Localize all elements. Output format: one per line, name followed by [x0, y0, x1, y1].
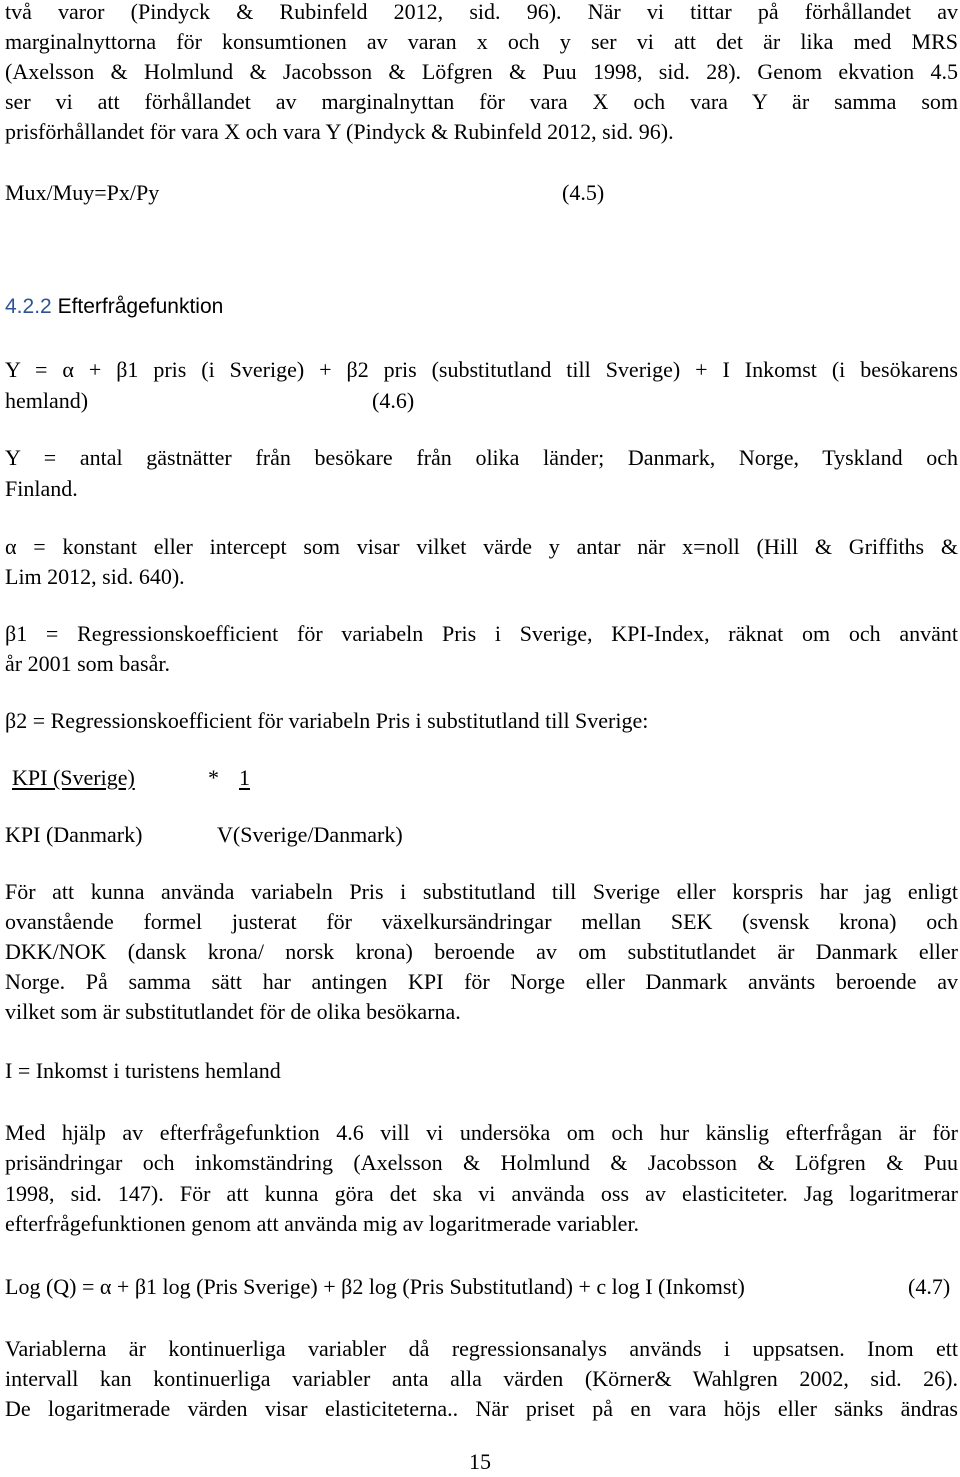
def-alpha-line-2: Lim 2012, sid. 640). [5, 564, 185, 589]
para-pris-line-1: För att kunna använda variabeln Pris i substitutland till Sverige eller korspris har jag enligt [5, 879, 958, 904]
def-y-line-2: Finland. [5, 476, 78, 501]
para-pris-line-4: Norge. På samma sätt har antingen KPI för Norge eller Danmark använts beroende av [5, 969, 958, 994]
para-var-line-1: Variablerna är kontinuerliga variabler då regressionsanalys används i uppsatsen. Inom ett [5, 1336, 958, 1361]
def-beta1-line-1: β1 = Regressionskoefficient för variabeln Pris i Sverige, KPI-Index, räknat om och använt [5, 621, 958, 646]
equation-4-5-formula: Mux/Muy=Px/Py [5, 180, 160, 205]
intro-line-2: marginalnyttorna för konsumtionen av varan x och y ser vi att det är lika med MRS [5, 29, 958, 54]
equation-4-7-number: (4.7) [908, 1274, 951, 1299]
def-beta1-line-2: år 2001 som basår. [5, 651, 170, 676]
def-y-line-1: Y = antal gästnätter från besökare från olika länder; Danmark, Norge, Tyskland och [5, 445, 958, 470]
section-title: Efterfrågefunktion [57, 295, 224, 318]
equation-4-5 [5, 178, 958, 208]
para-help-line-1: Med hjälp av efterfrågefunktion 4.6 vill vi undersöka om och hur känslig efterfrågan är för [5, 1120, 958, 1145]
intro-line-1: två varor (Pindyck & Rubinfeld 2012, sid. 96). När vi tittar på förhållandet av [5, 0, 958, 24]
equation-4-6-line-2 [5, 386, 958, 416]
intro-line-3: (Axelsson & Holmlund & Jacobsson & Löfgren & Puu 1998, sid. 28). Genom ekvation 4.5 [5, 59, 958, 84]
def-i-line-1: I = Inkomst i turistens hemland [5, 1058, 281, 1083]
para-pris-line-3: DKK/NOK (dansk krona/ norsk krona) beroende av om substitutlandet är Danmark eller [5, 939, 958, 964]
para-var-line-3: De logaritmerade värden visar elasticiteterna.. När priset på en vara höjs eller sänks ändras [5, 1396, 958, 1421]
section-number: 4.2.2 [5, 295, 52, 318]
para-help-line-4: efterfrågefunktionen genom att använda mig av logaritmerade variabler. [5, 1211, 640, 1236]
section-heading [5, 292, 958, 322]
para-var-line-2: intervall kan kontinuerliga variabler anta alla värden (Körner& Wahlgren 2002, sid. 26). [5, 1366, 958, 1391]
equation-4-7 [5, 1272, 958, 1302]
fraction-den-left: KPI (Danmark) [5, 822, 143, 847]
intro-line-4: ser vi att förhållandet av marginalnyttan för vara X och vara Y är samma som [5, 89, 958, 114]
fraction-den-right: V(Sverige/Danmark) [217, 822, 403, 847]
def-alpha-line-1: α = konstant eller intercept som visar vilket värde y antar när x=noll (Hill & Griffiths & [5, 534, 958, 559]
para-help-line-2: prisändringar och inkomständring (Axelsson & Holmlund & Jacobsson & Löfgren & Puu [5, 1150, 958, 1175]
equation-4-6-text: hemland) [5, 388, 89, 413]
fraction-num-left: KPI (Sverige) [12, 765, 135, 790]
fraction-times: * [208, 765, 219, 790]
fraction-num-right: 1 [239, 765, 250, 790]
equation-4-6-line-1: Y = α + β1 pris (i Sverige) + β2 pris (substitutland till Sverige) + I Inkomst (i besökarens [5, 357, 958, 382]
def-beta2-line-1: β2 = Regressionskoefficient för variabeln Pris i substitutland till Sverige: [5, 708, 649, 733]
equation-4-7-formula: Log (Q) = α + β1 log (Pris Sverige) + β2 log (Pris Substitutland) + c log I (Inkomst) [5, 1274, 745, 1299]
equation-4-5-number: (4.5) [562, 180, 605, 205]
para-help-line-3: 1998, sid. 147). För att kunna göra det ska vi använda oss av elasticiteter. Jag logaritmerar [5, 1181, 958, 1206]
para-pris-line-5: vilket som är substitutlandet för de olika besökarna. [5, 999, 461, 1024]
equation-4-6-number: (4.6) [372, 388, 415, 413]
intro-line-5: prisförhållandet för vara X och vara Y (Pindyck & Rubinfeld 2012, sid. 96). [5, 119, 674, 144]
para-pris-line-2: ovanstående formel justerat för växelkursändringar mellan SEK (svensk krona) och [5, 909, 958, 934]
page-number: 15 [469, 1449, 491, 1474]
